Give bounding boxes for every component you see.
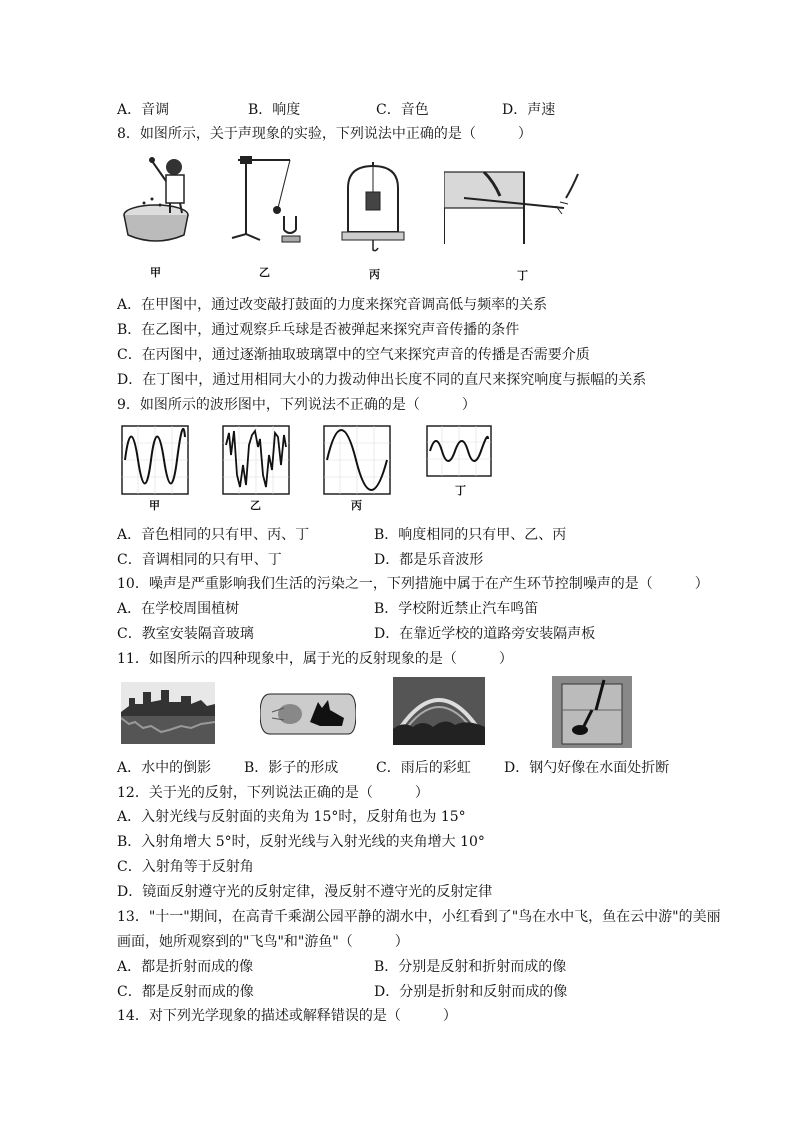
q11-option-c: C．雨后的彩虹: [376, 760, 471, 776]
q9-option-d: D．都是乐音波形: [374, 552, 484, 568]
q7-option-a: A．音调: [117, 102, 170, 118]
q9-option-b: B．响度相同的只有甲、乙、丙: [374, 527, 567, 543]
q11-option-d: D．钢勺好像在水面处折断: [504, 760, 670, 776]
q9-waveform-yi: [222, 425, 290, 495]
q10-option-c: C．教室安装隔音玻璃: [117, 626, 254, 642]
q8-option-c: C．在丙图中，通过逐渐抽取玻璃罩中的空气来探究声音的传播是否需要介质: [117, 347, 590, 363]
q13-option-b: B．分别是反射和折射而成的像: [374, 959, 567, 975]
q8-caption-jia: 甲: [150, 266, 161, 279]
q13-stem-line2: 画面，她所观察到的"飞鸟"和"游鱼"（ ）: [117, 934, 409, 950]
q9-option-a: A．音色相同的只有甲、丙、丁: [117, 527, 310, 543]
q8-caption-ding: 丁: [517, 269, 528, 282]
q8-caption-yi: 乙: [259, 266, 270, 279]
q11-photo-spoon: [552, 676, 632, 748]
q13-option-a: A．都是折射而成的像: [117, 959, 254, 975]
q11-photo-reflection: [121, 682, 215, 744]
q7-option-c: C．音色: [376, 102, 429, 118]
q9-option-c: C．音调相同的只有甲、丁: [117, 552, 282, 568]
q10-option-a: A．在学校周围植树: [117, 601, 240, 617]
q8-stem: 8．如图所示，关于声现象的实验，下列说法中正确的是（ ）: [117, 126, 532, 142]
q7-option-d: D．声速: [502, 102, 556, 118]
q13-option-d: D．分别是折射和反射而成的像: [374, 984, 568, 1000]
q8-option-b: B．在乙图中，通过观察乒乓球是否被弹起来探究声音传播的条件: [117, 322, 520, 338]
q9-stem: 9．如图所示的波形图中，下列说法不正确的是（ ）: [117, 397, 476, 413]
q11-option-b: B．影子的形成: [244, 760, 339, 776]
q10-option-b: B．学校附近禁止汽车鸣笛: [374, 601, 539, 617]
q11-stem: 11．如图所示的四种现象中，属于光的反射现象的是（ ）: [117, 651, 513, 667]
q8-option-d: D．在丁图中，通过用相同大小的力拨动伸出长度不同的直尺来探究响度与振幅的关系: [117, 372, 647, 388]
q9-waveform-jia: [121, 425, 189, 495]
q8-caption-bing: 丙: [369, 268, 380, 281]
q10-stem: 10．噪声是严重影响我们生活的污染之一，下列措施中属于在产生环节控制噪声的是（ ）: [117, 576, 709, 592]
q11-photo-shadow: [260, 692, 356, 736]
q8-figure-bing: [340, 162, 406, 254]
q11-option-a: A．水中的倒影: [117, 760, 212, 776]
q13-option-c: C．都是反射而成的像: [117, 984, 254, 1000]
q13-stem-line1: 13．"十一"期间，在高青千乘湖公园平静的湖水中，小红看到了"鸟在水中飞，鱼在云中游"的美丽: [117, 909, 721, 925]
q9-caption-yi: 乙: [250, 499, 261, 512]
q9-caption-ding: 丁: [455, 484, 466, 497]
q14-stem: 14．对下列光学现象的描述或解释错误的是（ ）: [117, 1008, 457, 1024]
q9-caption-bing: 丙: [351, 499, 362, 512]
q12-option-c: C．入射角等于反射角: [117, 859, 254, 875]
q8-figure-jia: [122, 155, 202, 245]
q10-option-d: D．在靠近学校的道路旁安装隔声板: [374, 626, 596, 642]
q12-option-d: D．镜面反射遵守光的反射定律，漫反射不遵守光的反射定律: [117, 884, 493, 900]
q8-figure-yi: [228, 152, 312, 247]
q8-figure-ding: [444, 168, 590, 248]
q11-photo-rainbow: [393, 677, 485, 745]
q7-option-b: B．响度: [248, 102, 301, 118]
q8-option-a: A．在甲图中，通过改变敲打鼓面的力度来探究音调高低与频率的关系: [117, 297, 548, 313]
q9-waveform-ding: [426, 425, 492, 477]
q12-option-a: A．入射光线与反射面的夹角为 15°时，反射角也为 15°: [117, 809, 466, 825]
q9-caption-jia: 甲: [149, 499, 160, 512]
q9-waveform-bing: [323, 425, 391, 495]
q12-stem: 12．关于光的反射，下列说法正确的是（ ）: [117, 785, 429, 801]
q12-option-b: B．入射角增大 5°时，反射光线与入射光线的夹角增大 10°: [117, 834, 485, 850]
